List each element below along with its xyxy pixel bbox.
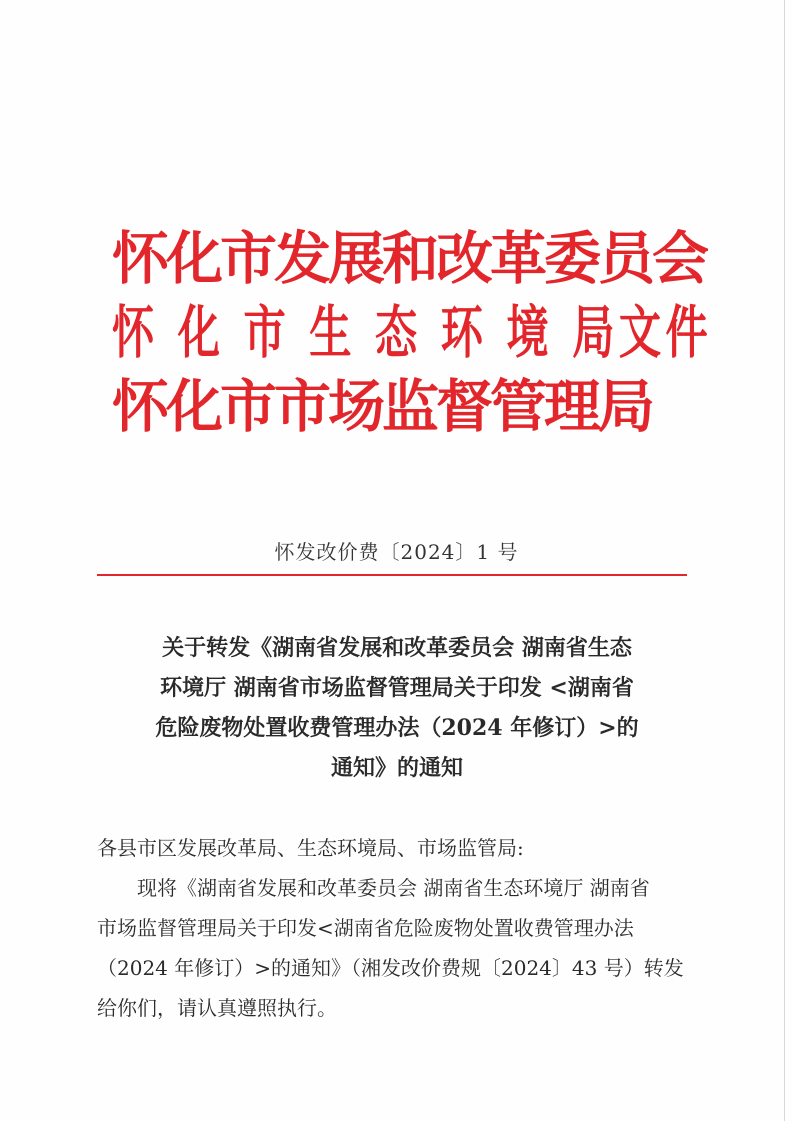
- issuing-authority-header: [112, 222, 712, 444]
- paragraph-line: 市场监督管理局关于印发<湖南省危险废物处置收费管理办法: [97, 916, 634, 940]
- title-line: 危险废物处置收费管理办法（2024 年修订）>的: [155, 715, 639, 741]
- title-line: 通知》的通知: [330, 755, 463, 781]
- document-title: [97, 628, 697, 788]
- header-line-development-reform: 怀化市发展和改革委员会: [112, 226, 706, 292]
- salutation: 各县市区发展改革局、生态环境局、市场监管局:: [97, 836, 524, 860]
- title-line: 关于转发《湖南省发展和改革委员会 湖南省生态: [162, 635, 632, 661]
- document-number: 怀发改价费〔2024〕1 号: [274, 540, 519, 564]
- document-body: [97, 828, 697, 1028]
- paragraph-line: （2024 年修订）>的通知》（湘发改价费规〔2024〕43 号）转发: [97, 956, 684, 980]
- header-line-market-supervision: 怀化市市场监督管理局: [112, 374, 652, 440]
- header-line-ecology-environment: 怀 化 市 生 态 环 境 局文件: [112, 300, 713, 366]
- paragraph-line: 给你们，请认真遵照执行。: [97, 996, 337, 1020]
- red-separator-line: [97, 574, 687, 576]
- paragraph-line: 现将《湖南省发展和改革委员会 湖南省生态环境厅 湖南省: [137, 876, 650, 900]
- title-line: 环境厅 湖南省市场监督管理局关于印发 <湖南省: [160, 675, 634, 701]
